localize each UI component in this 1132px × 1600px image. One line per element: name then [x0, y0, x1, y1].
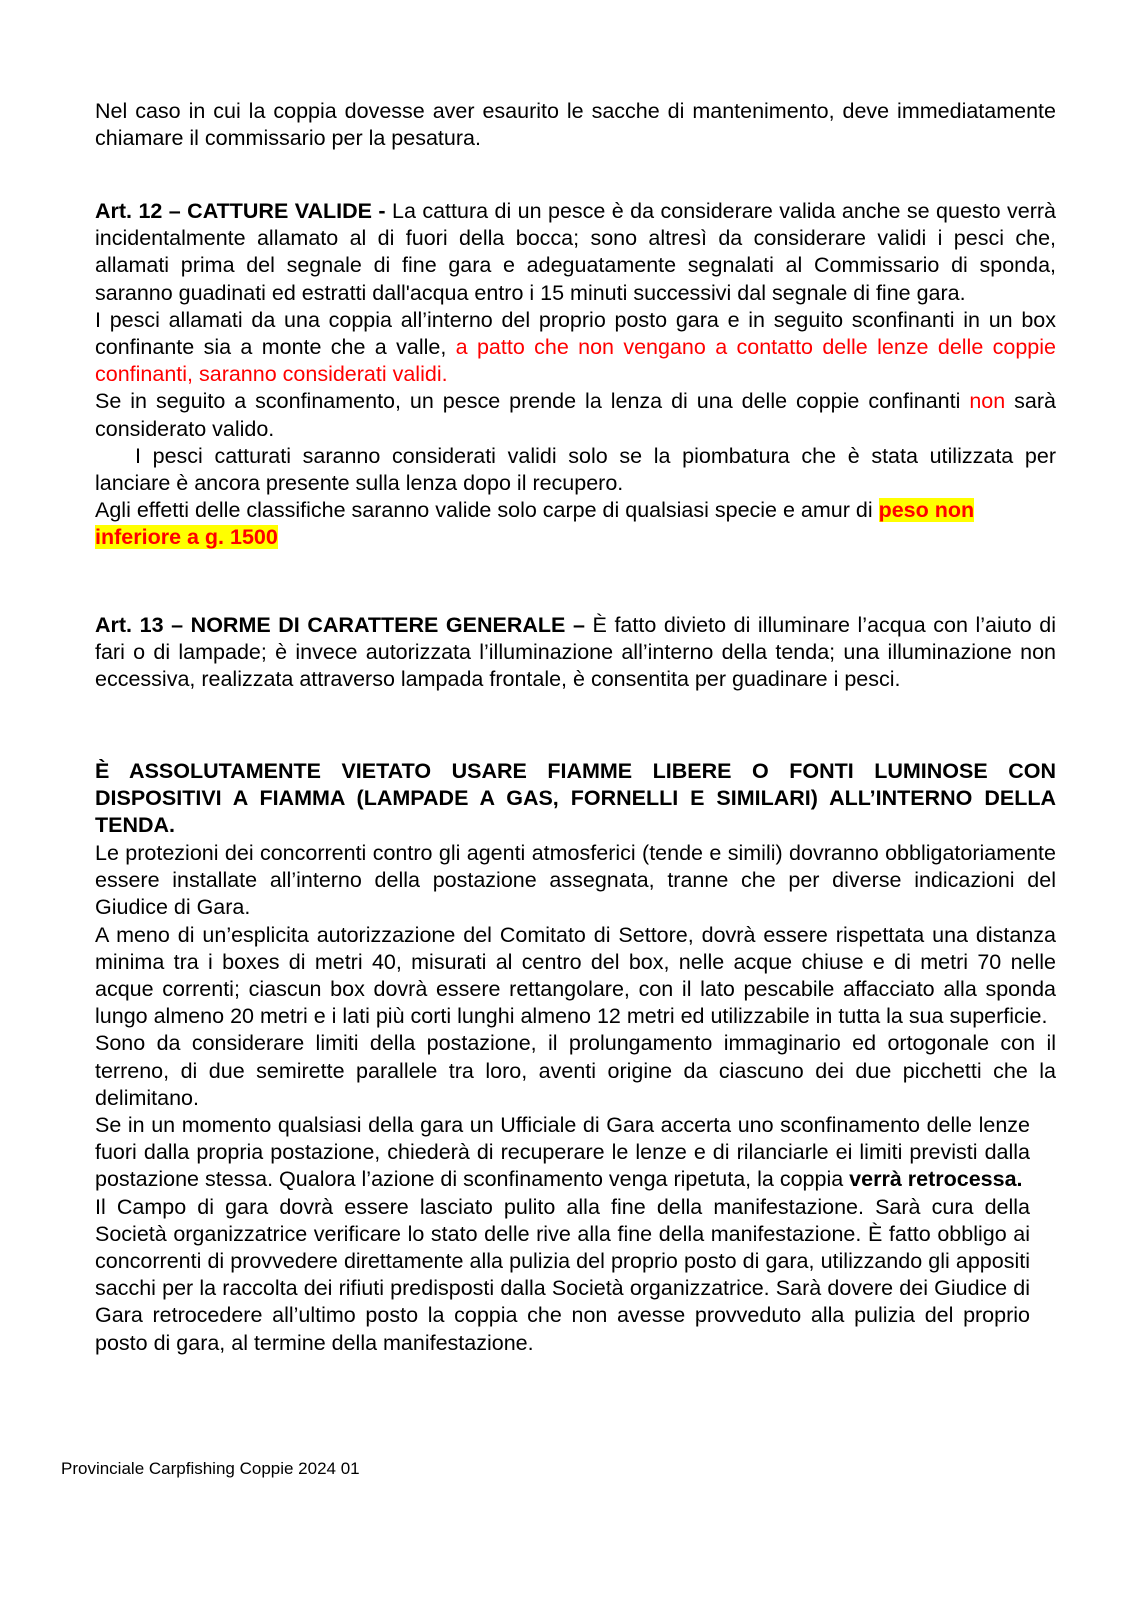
art12-highlight-weight-1: peso non — [878, 498, 975, 523]
intro-paragraph: Nel caso in cui la coppia dovesse aver esaurito le sacche di mantenimento, deve immediatamente chiamare il commissario per la pesatura. — [95, 99, 1056, 151]
rules-paragraph-4: Se in un momento qualsiasi della gara un Ufficiale di Gara accerta uno sconfinamento delle lenze fuori dalla propria postazione, chiederà di recuperare le lenze e di rilanciarle ei limiti previsti dalla postazione stessa. Qualora l’azione di sconfinamento venga ripetuta, la coppia verrà retrocessa. — [95, 1113, 1030, 1192]
art12-paragraph-1: Art. 12 – CATTURE VALIDE - La cattura di un pesce è da considerare valida anche se questo verrà incidentalmente allamato al di fuori della bocca; sono altresì da considerare validi i pesci che, allamati prima del segnale di fine gara e adeguatamente segnalati al Commissario di sponda, saranno guadinati ed estratti dall'acqua entro i 15 minuti successivi dal segnale di fine gara. — [95, 199, 1056, 305]
flame-warning: È ASSOLUTAMENTE VIETATO USARE FIAMME LIBERE O FONTI LUMINOSE CON DISPOSITIVI A FIAMMA (LAMPADE A GAS, FORNELLI E SIMILARI) ALL’INTERNO DELLA TENDA. — [95, 759, 1056, 838]
art12-red-non: non — [969, 389, 1006, 414]
article-12 — [95, 198, 1056, 552]
art12-paragraph-4: I pesci catturati saranno considerati validi solo se la piombatura che è stata utilizzata per lanciare è ancora presente sulla lenza dopo il recupero. — [95, 443, 1056, 496]
general-rules — [95, 840, 1056, 1357]
rules-paragraph-1: Le protezioni dei concorrenti contro gli agenti atmosferici (tende e simili) dovranno obbligatoriamente essere installate all’interno della postazione assegnata, tranne che per diverse indicazioni del Giudice di Gara. — [95, 841, 1056, 920]
art12-paragraph-3: Se in seguito a sconfinamento, un pesce prende la lenza di una delle coppie confinanti non sarà considerato valido. — [95, 389, 1056, 441]
rules-paragraph-2: A meno di un’esplicita autorizzazione del Comitato di Settore, dovrà essere rispettata una distanza minima tra i boxes di metri 40, misurati al centro del box, nelle acque chiuse e di metri 70 nelle acque correnti; ciascun box dovrà essere rettangolare, con il lato pescabile affacciato alla sponda lungo almeno 20 metri e i lati più corti lunghi almeno 12 metri ed utilizzabile in tutta la sua superficie. — [95, 922, 1056, 1029]
rules-paragraph-3: Sono da considerare limiti della postazione, il prolungamento immaginario ed ortogonale con il terreno, di due semirette parallele tra loro, aventi origine da ciascuno dei due picchetti che la delimitano. — [95, 1031, 1056, 1110]
art12-heading: Art. 12 – CATTURE VALIDE - — [95, 199, 386, 223]
page-footer: Provinciale Carpfishing Coppie 2024 01 — [61, 1459, 360, 1478]
art12-red-note: a patto che non vengano a contatto delle lenze delle coppie confinanti, saranno considerati validi. — [95, 335, 1056, 387]
article-13 — [95, 612, 1056, 694]
retrocessa-bold: verrà retrocessa. — [849, 1167, 1023, 1192]
art12-paragraph-2: I pesci allamati da una coppia all’interno del proprio posto gara e in seguito sconfinanti in un box confinante sia a monte che a valle, a patto che non vengano a contatto delle lenze delle coppie confinanti, saranno considerati validi. — [95, 307, 1056, 387]
rules-paragraph-5: Il Campo di gara dovrà essere lasciato pulito alla fine della manifestazione. Sarà cura della Società organizzatrice verificare lo stato delle rive alla fine della manifestazione. È fatto obbligo ai concorrenti di provvedere direttamente alla pulizia del proprio posto di gara, utilizzando gli appositi sacchi per la raccolta dei rifiuti predisposti dalla Società organizzatrice. Sarà dovere dei Giudice di Gara retrocedere all’ultimo posto la coppia che non avesse provveduto alla pulizia del proprio posto di gara, al termine della manifestazione. — [95, 1194, 1030, 1355]
art13-heading: Art. 13 – NORME DI CARATTERE GENERALE – — [95, 613, 585, 637]
art12-paragraph-5: Agli effetti delle classifiche saranno valide solo carpe di qualsiasi specie e amur di peso non inferiore a g. 1500 — [95, 498, 975, 550]
art13-paragraph-1: Art. 13 – NORME DI CARATTERE GENERALE – È fatto divieto di illuminare l’acqua con l’aiuto di fari o di lampade; è invece autorizzata l’illuminazione all’interno della tenda; una illuminazione non eccessiva, realizzata attraverso lampada frontale, è consentita per guadinare i pesci. — [95, 613, 1056, 692]
art12-highlight-weight-2: inferiore a g. 1500 — [95, 525, 278, 550]
